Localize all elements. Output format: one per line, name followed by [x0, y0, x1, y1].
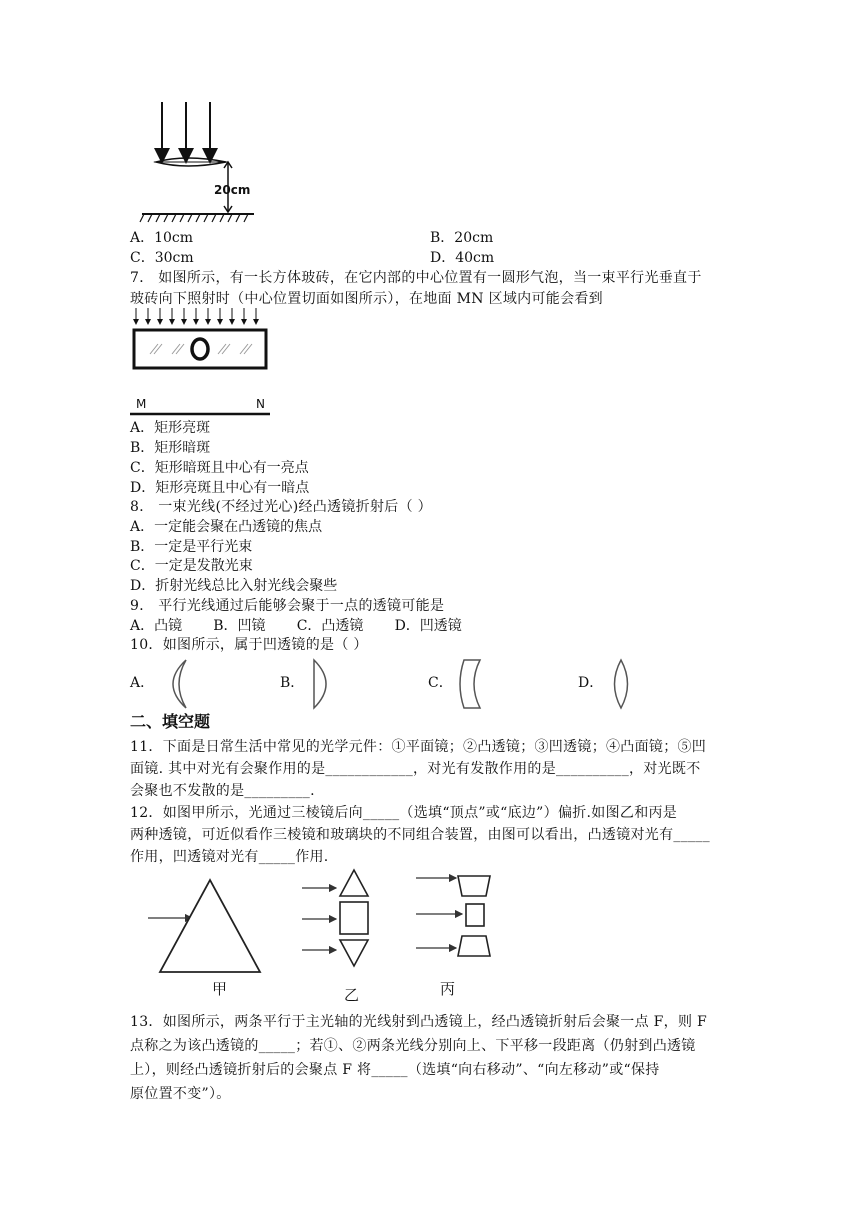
concave-lens-a-icon[interactable]: [156, 656, 196, 712]
q8-option-d[interactable]: D．折射光线总比入射光线会聚些: [130, 578, 338, 594]
q7-stem-line2: 玻砖向下照射时（中心位置切面如图所示），在地面 MN 区域内可能会看到: [130, 291, 603, 307]
q7-option-a[interactable]: A．矩形亮斑: [130, 420, 211, 436]
q10-stem: 10．如图所示，属于凹透镜的是（ ）: [130, 637, 368, 653]
parallel-light-rays: [136, 308, 256, 322]
q8-stem: 8． 一束光线(不经过光心)经凸透镜折射后（ ）: [130, 499, 432, 515]
q13-line4: 原位置不变”）。: [130, 1086, 231, 1102]
q10-label-c[interactable]: C．: [428, 675, 453, 691]
label-n: N: [256, 397, 265, 411]
prism-yi-top: [340, 870, 368, 896]
prism-yi-bottom: [340, 940, 368, 966]
q12-line3: 作用，凹透镜对光有_____作用.: [130, 849, 329, 865]
trapezoid-bing-top: [458, 876, 490, 896]
fig-label-jia: 甲: [212, 980, 228, 998]
convex-lens-d-icon[interactable]: [606, 656, 636, 712]
q10-label-b[interactable]: B．: [280, 675, 305, 691]
block-bing: [466, 904, 484, 926]
q11-line3: 会聚也不发散的是_________.: [130, 783, 315, 799]
block-yi: [340, 902, 368, 934]
fig-label-yi: 乙: [344, 986, 360, 1004]
q13-line3: 上），则经凸透镜折射后的会聚点 F 将_____（选填“向右移动”、“向左移动”或“保持: [130, 1062, 660, 1078]
q6-option-b[interactable]: B．20cm: [430, 230, 494, 246]
q12-line2: 两种透镜，可近似看作三棱镜和玻璃块的不同组合装置，由图可以看出，凸透镜对光有_____: [130, 827, 710, 843]
q7-option-d[interactable]: D．矩形亮斑且中心有一暗点: [130, 480, 310, 496]
q7-option-c[interactable]: C．矩形暗斑且中心有一亮点: [130, 460, 309, 476]
trapezoid-bing-bottom: [458, 936, 490, 956]
q13-line2: 点称之为该凸透镜的_____；若①、②两条光线分别向上、下平移一段距离（仍射到凸透镜: [130, 1038, 696, 1054]
q7-stem-line1: 7． 如图所示，有一长方体玻砖，在它内部的中心位置有一圆形气泡，当一束平行光垂直于: [130, 270, 702, 286]
prism-jia: [160, 880, 260, 972]
q10-label-d[interactable]: D．: [578, 675, 604, 691]
fig-label-bing: 丙: [440, 980, 456, 998]
q8-option-a[interactable]: A．一定能会聚在凸透镜的焦点: [130, 519, 323, 535]
ground-hatch: [140, 214, 248, 222]
q6-option-a[interactable]: A．10cm: [130, 230, 194, 246]
q7-option-b[interactable]: B．矩形暗斑: [130, 440, 211, 456]
q11-line1: 11．下面是日常生活中常见的光学元件：①平面镜；②凸透镜；③凹透镜；④凸面镜；⑤凹: [130, 739, 707, 755]
q11-line2: 面镜. 其中对光有会聚作用的是____________，对光有发散作用的是__________，对光既不: [130, 761, 701, 777]
q9-options[interactable]: A．凸镜 B．凹镜 C．凸透镜 D．凹透镜: [130, 618, 462, 634]
q9-stem: 9． 平行光线通过后能够会聚于一点的透镜可能是: [130, 598, 445, 614]
q8-option-b[interactable]: B．一定是平行光束: [130, 539, 253, 555]
label-m: M: [136, 397, 147, 411]
lens-ground-figure: [128, 100, 258, 226]
concave-lens-c-icon[interactable]: [452, 656, 488, 712]
glass-brick-figure: [128, 306, 278, 416]
q6-option-c[interactable]: C．30cm: [130, 250, 194, 266]
q10-label-a[interactable]: A．: [130, 675, 155, 691]
q8-option-c[interactable]: C．一定是发散光束: [130, 558, 253, 574]
prism-lens-figure: [140, 866, 510, 1006]
section-title: 二、填空题: [130, 712, 211, 731]
q12-line1: 12．如图甲所示，光通过三棱镜后向_____（选填“顶点”或“底边”）偏折.如图乙和丙是: [130, 805, 678, 821]
q6-option-d[interactable]: D．40cm: [430, 250, 495, 266]
plano-convex-lens-b-icon[interactable]: [304, 656, 340, 712]
q13-line1: 13．如图所示，两条平行于主光轴的光线射到凸透镜上，经凸透镜折射后会聚一点 F，则 F: [130, 1014, 708, 1030]
dimension-label: 20cm: [214, 183, 251, 197]
